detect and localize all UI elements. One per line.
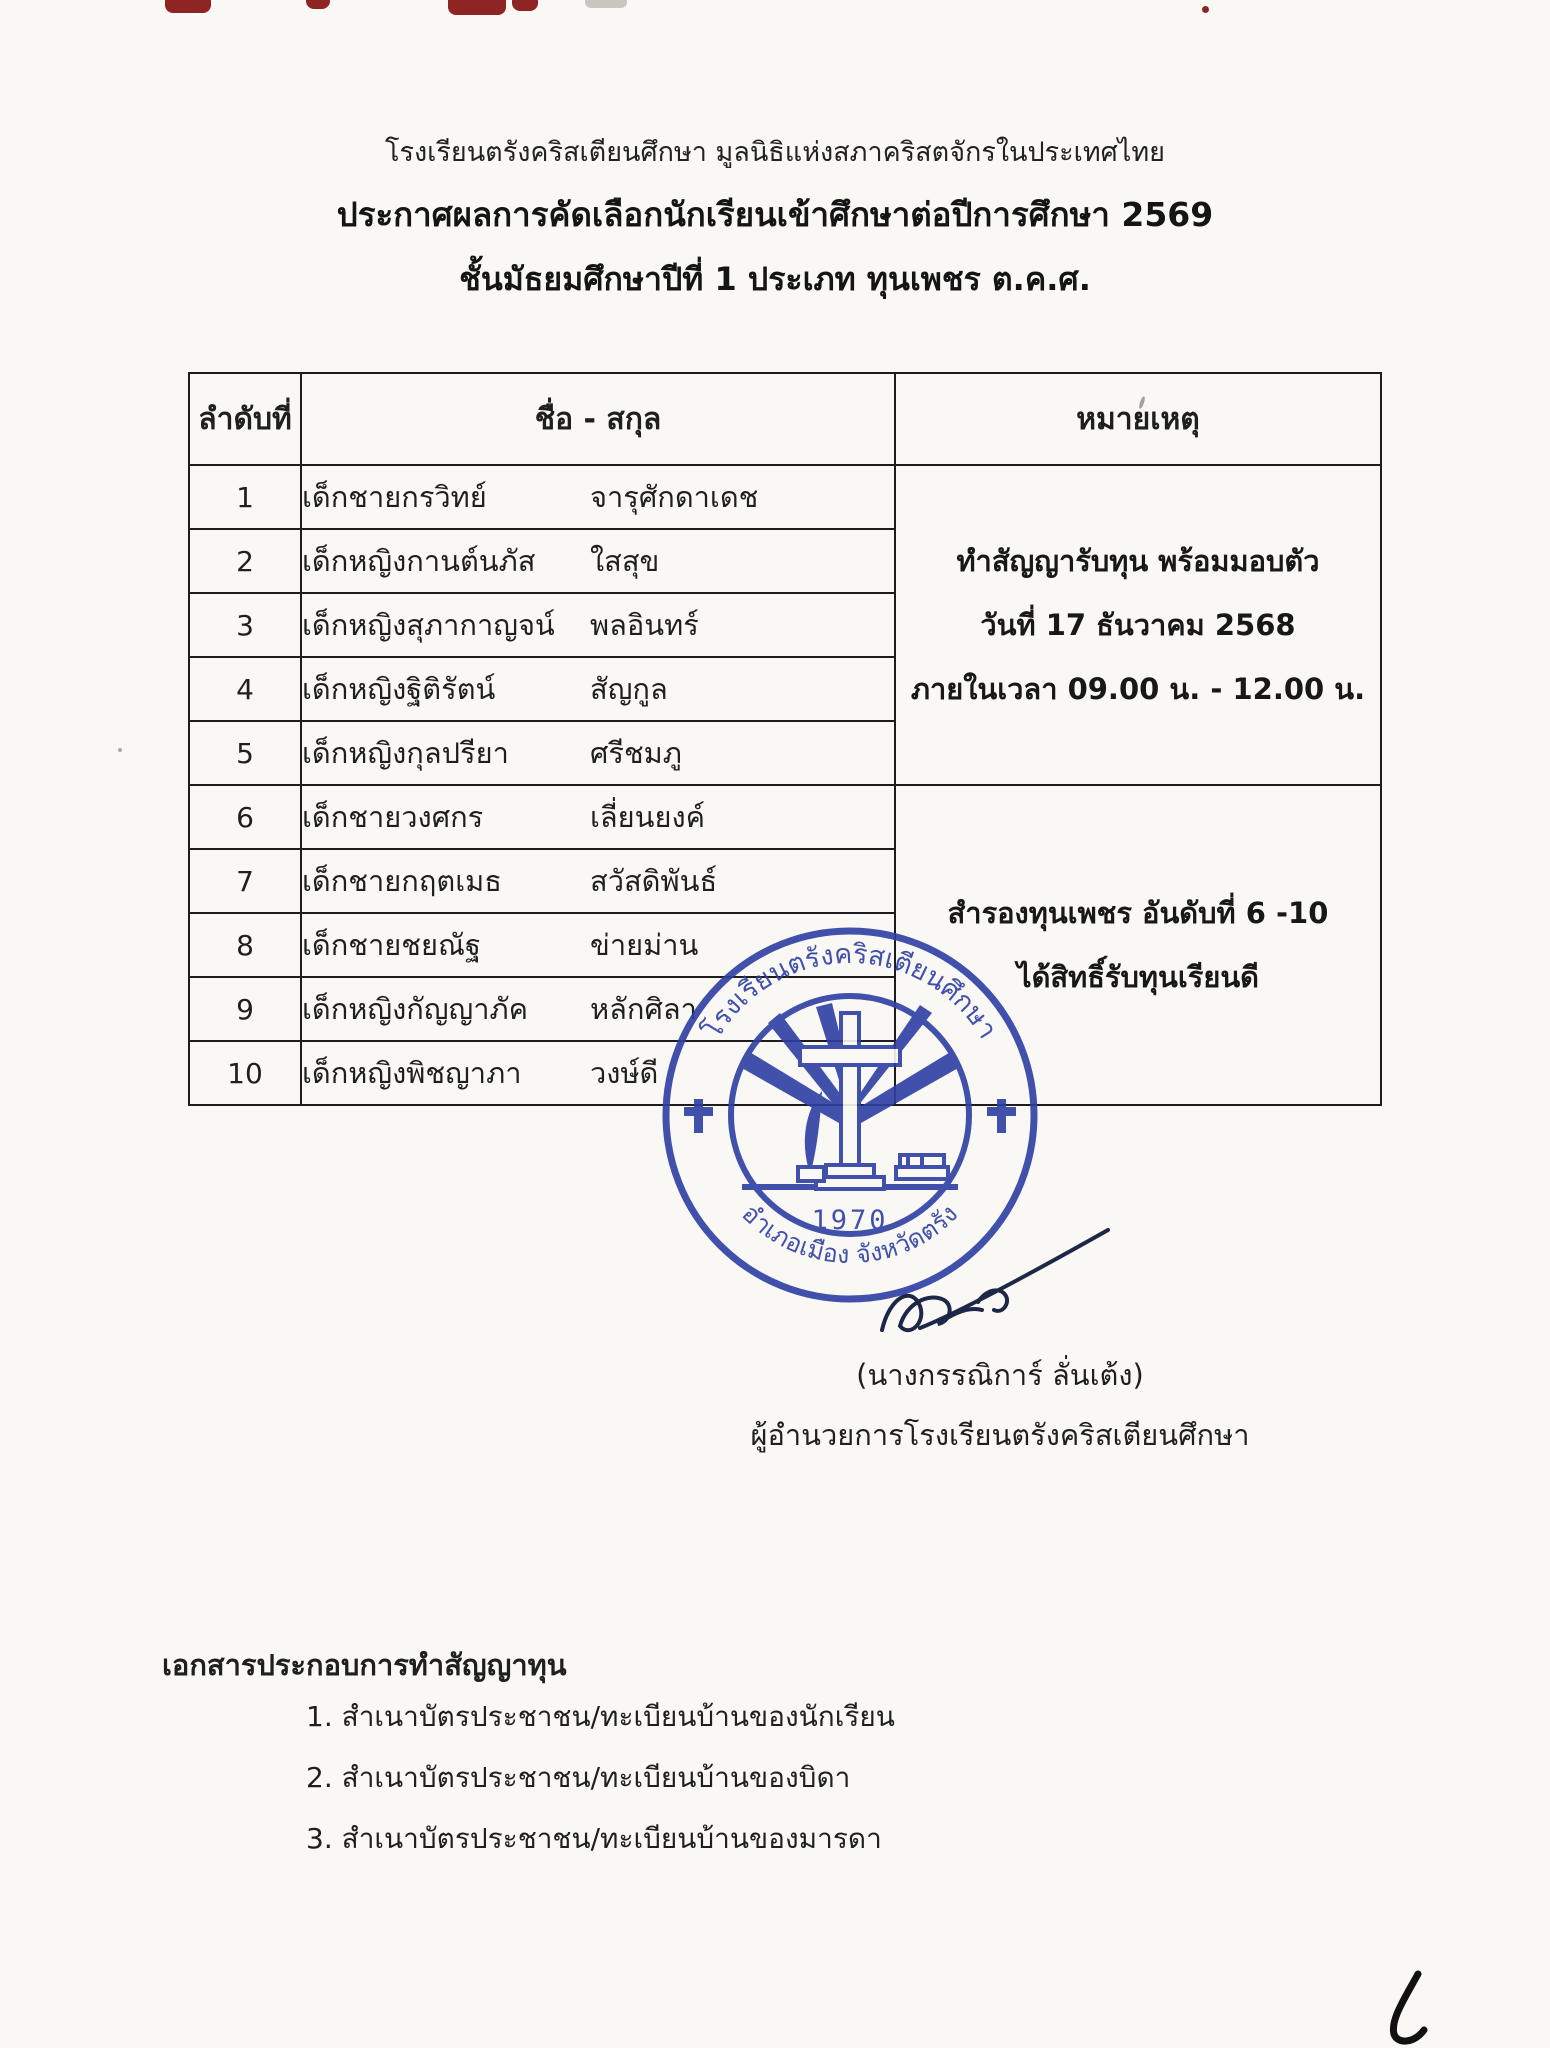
remark-scholarship-cell <box>895 465 1381 785</box>
scan-artifact-speck <box>118 748 122 752</box>
row-number-cell: 3 <box>189 593 301 657</box>
student-name-cell <box>301 657 895 721</box>
row-number-cell: 9 <box>189 977 301 1041</box>
remark-line: ภายในเวลา 09.00 น. - 12.00 น. <box>910 672 1366 706</box>
document-item: 3. สำเนาบัตรประชาชน/ทะเบียนบ้านของมารดา <box>306 1822 882 1855</box>
student-last-name: จารุศักดาเดช <box>590 480 759 514</box>
scan-artifact-red-mark <box>306 0 330 9</box>
col-header-remark: หมายเหตุ <box>895 373 1381 465</box>
document-item: 2. สำเนาบัตรประชาชน/ทะเบียนบ้านของบิดา <box>306 1761 851 1794</box>
student-first-name: เด็กชายกฤตเมธ <box>302 864 502 898</box>
remark-line: สำรองทุนเพชร อันดับที่ 6 -10 <box>947 896 1329 930</box>
row-number-cell: 7 <box>189 849 301 913</box>
signature-title: ผู้อำนวยการโรงเรียนตรังคริสเตียนศึกษา <box>750 1418 1250 1452</box>
student-first-name: เด็กหญิงฐิติรัตน์ <box>302 672 496 706</box>
student-first-name: เด็กหญิงสุภากาญจน์ <box>302 608 555 642</box>
student-last-name: เลี่ยนยงค์ <box>590 800 706 834</box>
student-name-cell <box>301 785 895 849</box>
student-first-name: เด็กหญิงพิชญาภา <box>302 1056 522 1090</box>
signature-name: (นางกรรณิการ์ ลั่นเต้ง) <box>856 1358 1144 1392</box>
student-name-cell <box>301 593 895 657</box>
school-name-line: โรงเรียนตรังคริสเตียนศึกษา มูลนิธิแห่งสภาคริสตจักรในประเทศไทย <box>384 137 1166 168</box>
remark-line: ได้สิทธิ์รับทุนเรียนดี <box>1017 960 1259 994</box>
scan-artifact-red-dot <box>1202 6 1209 13</box>
student-name-cell <box>301 721 895 785</box>
remark-line: ทำสัญญารับทุน พร้อมมอบตัว <box>956 544 1320 578</box>
student-first-name: เด็กหญิงกานต์นภัส <box>302 544 536 578</box>
student-first-name: เด็กชายกรวิทย์ <box>302 480 487 514</box>
student-first-name: เด็กชายชยณัฐ <box>302 928 481 962</box>
student-name-cell <box>301 465 895 529</box>
scan-artifact-pen-stroke <box>1372 1970 1442 2048</box>
student-first-name: เด็กหญิงกัญญาภัค <box>302 992 529 1026</box>
scan-artifact-red-mark <box>165 0 211 13</box>
seal-top-arc-text: โรงเรียนตรังคริสเตียนศึกษา <box>696 938 1004 1045</box>
scan-artifact-gray-mark <box>585 0 627 8</box>
row-number-cell: 2 <box>189 529 301 593</box>
student-last-name: สวัสดิพันธ์ <box>590 864 718 898</box>
student-last-name: ศรีชมภู <box>590 736 682 770</box>
table-row <box>189 465 1381 529</box>
student-last-name: ข่ายม่าน <box>590 928 699 962</box>
row-number-cell: 10 <box>189 1041 301 1105</box>
student-last-name: วงษ์ดี <box>590 1056 659 1090</box>
student-name-cell <box>301 529 895 593</box>
col-header-no: ลำดับที่ <box>189 373 301 465</box>
table-row <box>189 785 1381 849</box>
student-last-name: พลอินทร์ <box>590 608 699 642</box>
student-first-name: เด็กหญิงกุลปรียา <box>302 736 509 770</box>
director-signature <box>860 1212 1150 1357</box>
announcement-title: ประกาศผลการคัดเลือกนักเรียนเข้าศึกษาต่อปีการศึกษา 2569 <box>336 195 1214 234</box>
col-header-name: ชื่อ - สกุล <box>301 373 895 465</box>
row-number-cell: 1 <box>189 465 301 529</box>
seal-left-cross-icon <box>684 1099 713 1133</box>
student-name-cell <box>301 849 895 913</box>
scan-artifact-red-mark <box>512 0 538 11</box>
row-number-cell: 6 <box>189 785 301 849</box>
class-type-line: ชั้นมัธยมศึกษาปีที่ 1 ประเภท ทุนเพชร ต.ค.ศ. <box>459 260 1091 298</box>
student-last-name: ใสสุข <box>590 544 660 578</box>
student-last-name: สัญกูล <box>590 672 668 706</box>
row-number-cell: 8 <box>189 913 301 977</box>
scan-artifact-red-mark <box>448 0 506 15</box>
seal-year: 1970 <box>811 1205 889 1236</box>
student-last-name: หลักศิลา <box>590 992 697 1026</box>
seal-right-cross-icon <box>987 1099 1016 1133</box>
row-number-cell: 5 <box>189 721 301 785</box>
documents-list <box>306 1700 895 1883</box>
document-item: 1. สำเนาบัตรประชาชน/ทะเบียนบ้านของนักเรียน <box>306 1700 895 1733</box>
seal-books-icon <box>896 1155 948 1179</box>
table-header-row <box>189 373 1381 465</box>
remark-line: วันที่ 17 ธันวาคม 2568 <box>980 608 1296 642</box>
row-number-cell: 4 <box>189 657 301 721</box>
documents-heading: เอกสารประกอบการทำสัญญาทุน <box>162 1648 567 1682</box>
student-first-name: เด็กชายวงศกร <box>302 800 484 834</box>
seal-bottom-arc-text: อำเภอเมือง จังหวัดตรัง <box>736 1198 964 1270</box>
